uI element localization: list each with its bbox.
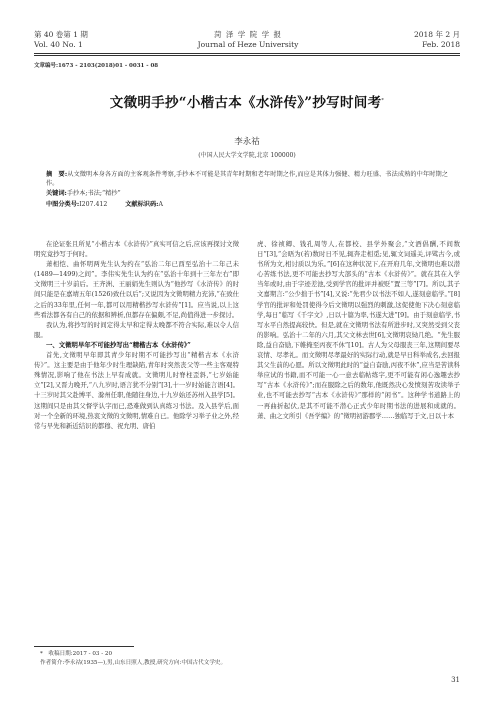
keywords	[46, 189, 448, 198]
body-paragraph: 在论证张且所见“小楷古本《水浒传》”真实可信之后,应该再探讨文徵明究竟抄写于何时。	[34, 240, 239, 259]
section-heading: 一、文徵明早年不可能抄写出“精楷古本《水浒传》”	[46, 340, 191, 349]
paper-title	[34, 91, 460, 111]
issue-number	[34, 30, 88, 50]
author-affiliation: (中国人民大学文学院,北京 100000)	[198, 152, 296, 159]
abstract	[46, 170, 448, 189]
body-right-column	[257, 239, 460, 421]
abstract-text: 从文徵明本身各方面的主客观条件考察,手抄本不可能是其青年时期和老年时期之作,而应是其体力强健、精力旺盛、书法成熟的中年时期之作。	[46, 171, 448, 188]
footnote-author-bio: 作者简介:李永祜(1935—),男,山东日照人,教授,研究方向:中国古代文学史。	[40, 659, 227, 666]
keywords-text: 手抄本;书法;“精抄”	[66, 190, 121, 197]
issue-date	[414, 30, 460, 50]
date-cn: 2018 年 2 月	[413, 30, 460, 39]
classification	[46, 200, 448, 209]
doc-code-value: A	[158, 201, 163, 208]
clc-label: 中图分类号:	[46, 201, 80, 208]
body-paragraph: 首先,文徵明早年即其青少年时期不可能抄写出“精楷古本《水浒传》”。这主要是由于他年少时生理缺陷,青年时突然丧父等一些主客观特殊情况,影响了他在书法上早有成就。文徵明儿时脊柱歪斜,“七岁始能立”[2],又晋力晚开,“八九岁时,语言犹不分别”[3],十一岁时始能言语[4]。十三岁时其父赴博平、滁州任职,他随往身边,十九岁始还苏州入县学[5]。这期间只是由其父督学认字而已,恐难做到认真练习书法。及入县学后,面对一个全新的环境,热衷文徵的文徵明,情难自已。他除学习举子业之外,经常与早先和新近结识的都穆、祝允明、唐伯	[34, 351, 239, 430]
date-en: Feb. 2018	[422, 40, 460, 49]
footnote-rule	[34, 646, 134, 647]
journal-cn: 菏 泽 学 院 学 报	[214, 30, 282, 39]
footnotes	[40, 650, 460, 667]
header-rule-top	[34, 53, 460, 54]
abstract-label: 摘 要:	[46, 171, 68, 178]
issue-cn: 第 40 卷第 1 期	[34, 30, 88, 39]
journal-name	[170, 30, 326, 50]
title-text: 文徵明手抄“小楷古本《水浒传》”抄写时间考	[109, 95, 382, 111]
author-name: 李永祜	[234, 137, 260, 147]
body-left-column	[34, 239, 239, 431]
body-paragraph: 虎、徐祯卿、钱孔周等人,在都校、县学外聚会,“文酒倡酬,不间数日”[3],“会晤为(若)数时日不见,辄奔走相觅;见,辄文词遥关,评骘古今,或书所为文,相讨质以为乐。”[6]在这种状况下,在开府几年,文徵明也难以潜心苦练书法,更不可能去抄写大部头的“古本《水浒传》”。就在其在入学当年或时,由于字迹差池,受到学官的批评并被贬“置三等”[7]。所以,其子文嘉期言:“公少拙于书”[4],又说:“先君少以书法不如人,遂刻意临学。”[8]学官的批评和处罚使得今后文徵明以强烈的刺激,这促使他下决心刻意临学,每日“临写《千字文》,日以十篇为率,书遂大进”[9]。由于刻意临学,书写水平自然提高较快。但是,就在文徵明书法有所进步时,又突然受到父丧的影响。弘治十二年的六月,其父文林去世[6],文徵明哀恸几绝。“先生服除,益自奋励,下帷掩至丙夜不休”[10]。古人为父母服丧三年,这期间要尽哀情、尽孝礼。而文徵明尽孝最好的实际行动,就是早日科举成名,去回报其父生前的心愿。所以文徵明此时的“益自奋励,丙夜不休”,应当是苦读科举应试的书籍,而不可能一心一意去临帖练字,更不可能有闲心逸趣去抄写“古本《水浒传》”;而在服除之后的数年,他既然决心发愤刻苦攻读举子业,也不可能去抄写“古本《水浒传》”那样的“闲书”。这种学书道路上的一再曲折起伏,是其不可能不潜心正式少年时期书法的进展和成就的。萧、曲之文所引《吾学编》的“徵明初游郡学……独临写于文,日以十本	[257, 240, 460, 420]
page-number: 31	[451, 676, 460, 684]
article-number: 文章编号:1673 - 2103(2018)01 - 0031 - 08	[34, 63, 159, 69]
title-footnote-mark: *	[381, 97, 385, 104]
journal-en: Journal of Heze University	[197, 40, 299, 49]
keywords-label: 关键词:	[46, 190, 67, 197]
clc-value: I207.412	[79, 201, 108, 208]
header-rule-bottom	[34, 55, 460, 56]
issue-en: Vol. 40 No. 1	[34, 40, 83, 49]
doc-code-label: 文献标识码:	[125, 201, 159, 208]
body-paragraph: 萧相恺、曲怀明两先生认为约在“弘治二年已酉至弘治十二年己未(1489—1499)之间”。李伟实先生认为约在“弘治十年到十三年左右”即文徵明三十岁前后。王齐洲、王丽娟先生则认为“他抄写《水浒传》的时间只能是在嘉靖五年(1526)致仕以后”;又说因为文徵明精力充沛,“在致仕之后的33年里,任何一年,都可以用精楷抄写水浒传”[1]。应当说,以上这些看法都各有自己的依据和辨析,但都存在偏颇,不足,尚值得进一步探讨。	[34, 260, 239, 319]
body-paragraph: 我认为,将抄写的时间定得太早和定得太晚都不符合实际,难以令人信服。	[34, 320, 239, 339]
footnote-received: * 收稿日期:2017 - 03 - 20	[40, 651, 113, 657]
